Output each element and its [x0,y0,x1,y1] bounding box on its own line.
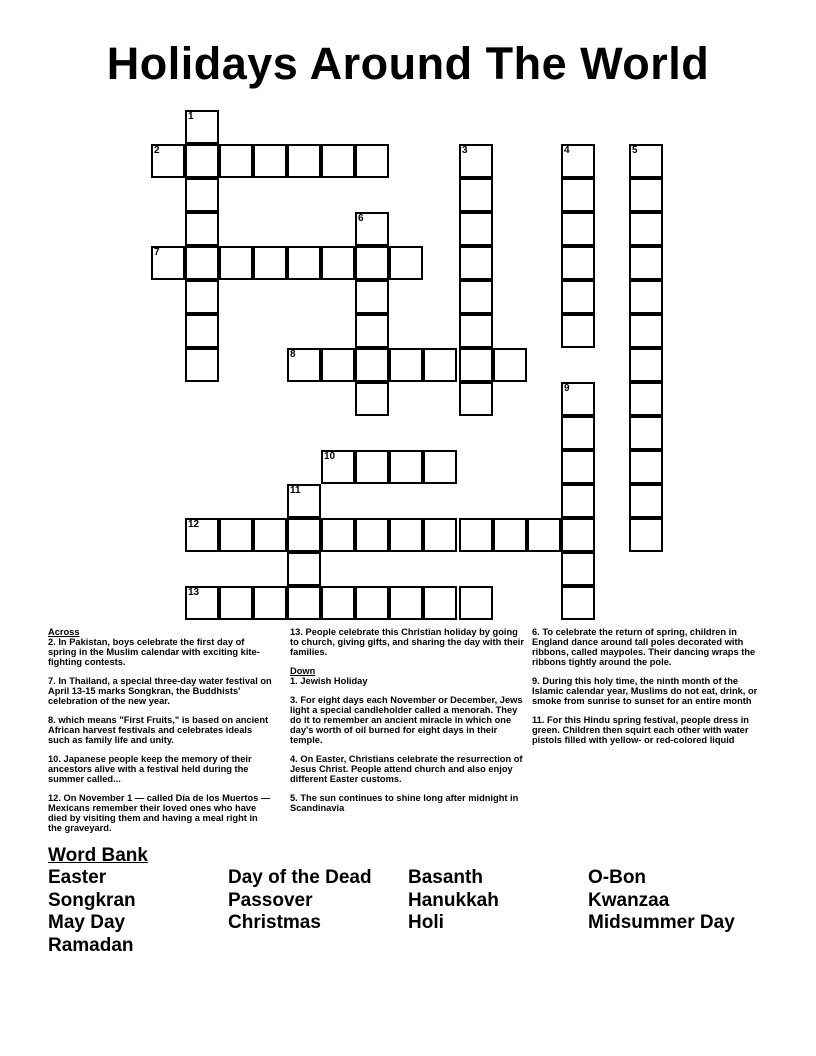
grid-cell[interactable] [459,212,493,246]
grid-cell[interactable] [185,246,219,280]
page-title: Holidays Around The World [106,38,710,89]
grid-cell[interactable] [561,178,595,212]
grid-cell[interactable] [423,518,457,552]
grid-cell[interactable] [185,280,219,314]
grid-cell[interactable] [423,586,457,620]
clue-down-11: 11. For this Hindu spring festival, people dress in green. Children then squirt each other with water pistols filled with yellow- or red-colored liquid [532,715,749,745]
grid-cell[interactable] [355,586,389,620]
clue-across-7: 7. In Thailand, a special three-day water festival on April 13-15 marks Songkran, the Buddhists' celebration of the new year. [48,676,272,706]
grid-cell[interactable] [355,246,389,280]
word-bank-item: Kwanzaa [588,889,670,911]
clue-number: 7 [154,247,160,258]
grid-cell[interactable] [561,246,595,280]
word-bank-item: Holi [408,912,444,933]
grid-cell[interactable] [219,144,253,178]
grid-cell[interactable] [561,450,595,484]
grid-cell[interactable] [321,246,355,280]
clues-column-2 [290,627,525,822]
word-bank-item: Easter [48,867,107,888]
clue-number: 4 [564,145,570,156]
grid-cell-10[interactable] [321,450,355,484]
clue-number: 2 [154,145,160,156]
grid-cell[interactable] [355,280,389,314]
grid-cell[interactable] [459,518,493,552]
grid-cell[interactable] [629,314,663,348]
grid-cell-7[interactable] [151,246,185,280]
grid-cell-12[interactable] [185,518,219,552]
clue-number: 3 [462,145,468,156]
word-bank-item: Passover [228,889,313,911]
grid-cell[interactable] [287,552,321,586]
grid-cell[interactable] [561,416,595,450]
grid-cell[interactable] [561,586,595,620]
clue-across-10: 10. Japanese people keep the memory of their ancestors alive with a festival held during the summer called... [48,754,252,784]
grid-cell[interactable] [493,518,527,552]
grid-cell[interactable] [287,246,321,280]
grid-cell[interactable] [459,382,493,416]
grid-cell[interactable] [355,144,389,178]
grid-cell[interactable] [185,144,219,178]
grid-cell-9[interactable] [561,382,595,416]
down-heading: Down [290,666,316,676]
clue-number: 8 [290,349,296,360]
clue-down-4: 4. On Easter, Christians celebrate the resurrection of Jesus Christ. People attend church and also enjoy different Easter customs. [290,754,523,784]
grid-cell[interactable] [459,246,493,280]
clue-number: 1 [188,111,194,122]
grid-cell[interactable] [459,280,493,314]
grid-cell[interactable] [527,518,561,552]
grid-cell[interactable] [185,314,219,348]
grid-cell[interactable] [423,348,457,382]
grid-cell-3[interactable] [459,144,493,178]
grid-cell[interactable] [629,178,663,212]
grid-cell[interactable] [253,518,287,552]
clue-across-2: 2. In Pakistan, boys celebrate the first day of spring in the Muslim calendar with exciting kite-fighting contests. [48,637,260,667]
grid-cell[interactable] [253,144,287,178]
word-bank-item: Midsummer Day [588,912,735,933]
word-bank-item: Christmas [228,912,321,933]
clue-number: 5 [632,145,638,156]
word-bank-item: O-Bon [588,867,647,888]
word-bank-item: Ramadan [48,934,134,956]
grid-cell[interactable] [561,212,595,246]
clue-down-6: 6. To celebrate the return of spring, children in England dance around tall poles decorated with ribbons, called maypoles. Their dancing wraps the ribbons tightly around the pole. [532,627,756,667]
grid-cell[interactable] [321,144,355,178]
grid-cell[interactable] [459,348,493,382]
word-bank-item: May Day [48,912,126,933]
grid-cell[interactable] [355,314,389,348]
grid-cell[interactable] [561,518,595,552]
word-bank-item: Hanukkah [408,889,499,911]
word-bank-item: Songkran [48,889,136,911]
grid-cell-4[interactable] [561,144,595,178]
grid-cell[interactable] [287,586,321,620]
grid-cell[interactable] [355,348,389,382]
grid-cell[interactable] [561,314,595,348]
grid-cell[interactable] [493,348,527,382]
word-bank-title: Word Bank [48,845,148,866]
clues-column-1 [48,627,273,842]
clue-down-5: 5. The sun continues to shine long after midnight in Scandinavia [290,793,519,813]
grid-cell[interactable] [423,450,457,484]
grid-cell-6[interactable] [355,212,389,246]
grid-cell[interactable] [389,586,423,620]
grid-cell[interactable] [389,450,423,484]
grid-cell[interactable] [321,518,355,552]
grid-cell[interactable] [389,246,423,280]
grid-cell-5[interactable] [629,144,663,178]
clue-across-8: 8. which means "First Fruits," is based on ancient African harvest festivals and celebrates ideals such as family life and unity. [48,715,269,745]
grid-cell[interactable] [629,484,663,518]
grid-cell[interactable] [355,450,389,484]
grid-cell[interactable] [459,314,493,348]
word-bank-item: Day of the Dead [228,867,372,888]
grid-cell[interactable] [219,246,253,280]
grid-cell[interactable] [561,484,595,518]
grid-cell[interactable] [629,246,663,280]
grid-cell-1[interactable] [185,110,219,144]
clue-number: 9 [564,383,570,394]
grid-cell[interactable] [253,246,287,280]
clue-number: 10 [324,451,336,462]
grid-cell[interactable] [629,416,663,450]
grid-cell[interactable] [287,144,321,178]
grid-cell-11[interactable] [287,484,321,518]
clue-number: 13 [188,587,200,598]
grid-cell[interactable] [253,586,287,620]
clue-number: 12 [188,519,200,530]
grid-cell[interactable] [629,450,663,484]
grid-cell[interactable] [219,518,253,552]
clue-across-12: 12. On November 1 — called Día de los Muertos — Mexicans remember their loved ones who have died by visiting them and having a meal right in the graveyard. [48,793,271,833]
clue-down-3: 3. For eight days each November or December, Jews light a special candleholder called a menorah. They do it to remember an ancient miracle in which one day's worth of oil burned for eight days in their temple. [290,695,523,745]
clue-across-13: 13. People celebrate this Christian holiday by going to church, giving gifts, and sharing the day with their families. [290,627,524,657]
clue-number: 6 [358,213,364,224]
word-bank-item: Basanth [408,867,483,888]
grid-cell[interactable] [185,178,219,212]
grid-cell[interactable] [389,518,423,552]
grid-cell[interactable] [185,348,219,382]
grid-cell-2[interactable] [151,144,185,178]
grid-cell[interactable] [459,178,493,212]
clues-column-3 [532,627,764,754]
grid-cell[interactable] [629,518,663,552]
grid-cell[interactable] [355,518,389,552]
grid-cell[interactable] [185,212,219,246]
grid-cell-13[interactable] [185,586,219,620]
clue-down-1: 1. Jewish Holiday [290,676,368,686]
clue-down-9: 9. During this holy time, the ninth month of the Islamic calendar year, Muslims do not eat, drink, or smoke from sunrise to sunset for an entire month [532,676,758,706]
grid-cell[interactable] [389,348,423,382]
grid-cell[interactable] [629,280,663,314]
grid-cell-8[interactable] [287,348,321,382]
grid-cell[interactable] [321,586,355,620]
grid-cell[interactable] [459,586,493,620]
across-heading: Across [48,627,80,637]
grid-cell[interactable] [355,382,389,416]
grid-cell[interactable] [561,280,595,314]
grid-cell[interactable] [219,586,253,620]
grid-cell[interactable] [629,382,663,416]
grid-cell[interactable] [321,348,355,382]
grid-cell[interactable] [561,552,595,586]
grid-cell[interactable] [629,348,663,382]
grid-cell[interactable] [629,212,663,246]
grid-cell[interactable] [287,518,321,552]
clue-number: 11 [290,485,301,496]
